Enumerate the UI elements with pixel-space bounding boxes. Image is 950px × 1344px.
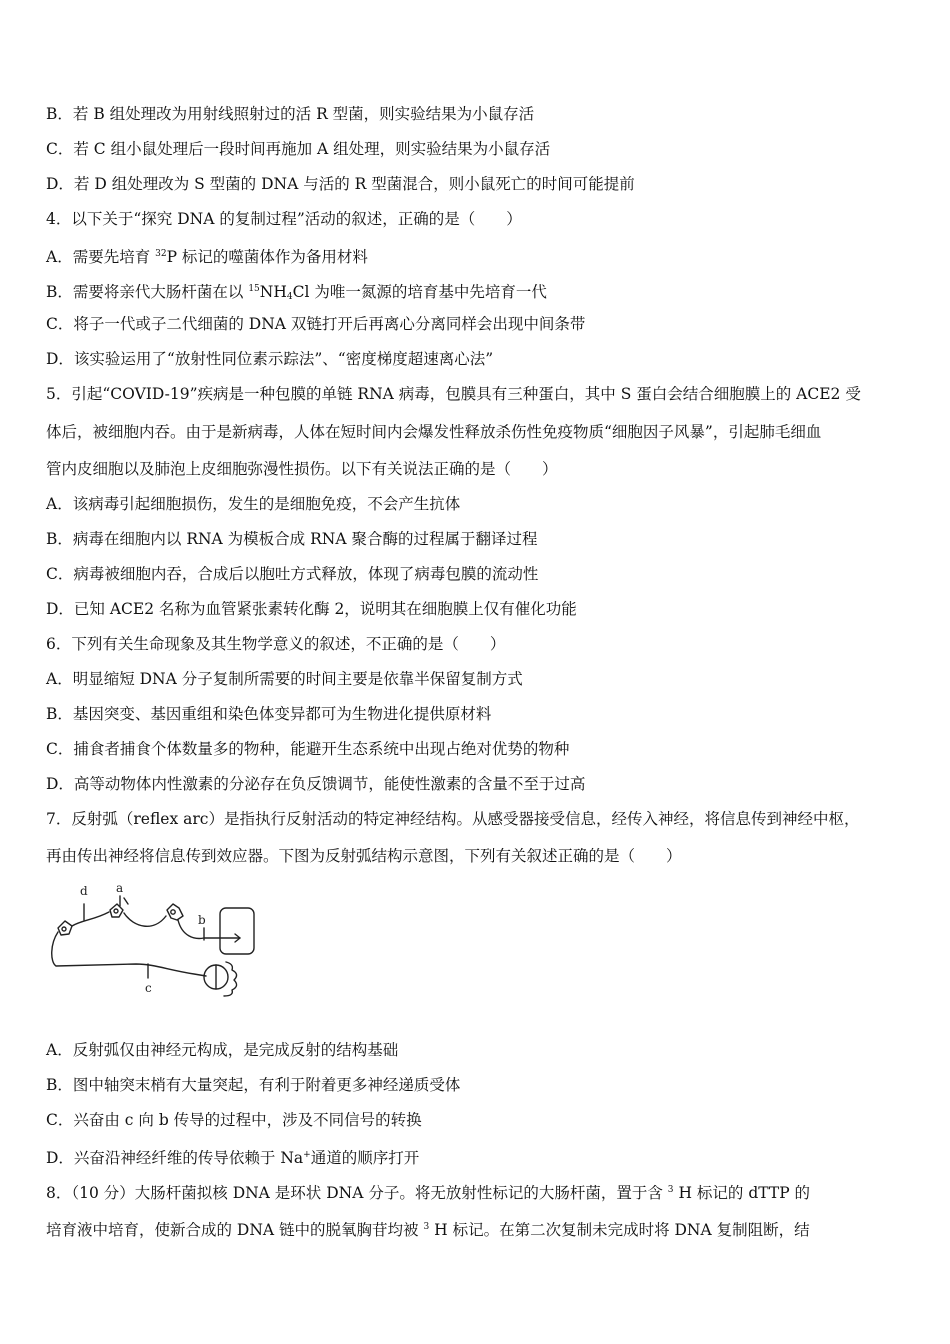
label-c: c <box>145 981 152 995</box>
q4-option-b: B．需要将亲代大肠杆菌在以 $^{15}NH_4Cl$ 为唯一氮源的培育基中先培育一代 <box>46 283 547 302</box>
q5-stem-line3: 管内皮细胞以及肺泡上皮细胞弥漫性损伤。以下有关说法正确的是（ ） <box>46 460 558 478</box>
q3-option-c: C．若 C 组小鼠处理后一段时间再施加 A 组处理，则实验结果为小鼠存活 <box>46 140 551 158</box>
q4-stem: 4．以下关于“探究 DNA 的复制过程”活动的叙述，正确的是（ ） <box>46 210 522 228</box>
q7-option-c: C．兴奋由 c 向 b 传导的过程中，涉及不同信号的转换 <box>46 1111 422 1129</box>
q5-stem-line2: 体后，被细胞内吞。由于是新病毒，人体在短时间内会爆发性释放杀伤性免疫物质“细胞因子风暴”，引起肺毛细血 <box>46 423 822 441</box>
q4-option-d: D．该实验运用了“放射性同位素示踪法”、“密度梯度超速离心法” <box>46 350 494 368</box>
q6-option-d: D．高等动物体内性激素的分泌存在负反馈调节，能使性激素的含量不至于过高 <box>46 775 586 793</box>
q6-option-c: C．捕食者捕食个体数量多的物种，能避开生态系统中出现占绝对优势的物种 <box>46 740 570 758</box>
label-a: a <box>116 881 124 895</box>
reflex-arc-diagram <box>44 880 264 1010</box>
q5-option-d: D．已知 ACE2 名称为血管紧张素转化酶 2，说明其在细胞膜上仅有催化功能 <box>46 600 577 618</box>
label-d: d <box>80 884 88 898</box>
q5-option-c: C．病毒被细胞内吞，合成后以胞吐方式释放，体现了病毒包膜的流动性 <box>46 565 539 583</box>
afferent-central-branch <box>72 912 109 926</box>
q8-stem-line1: 8．（10 分）大肠杆菌拟核 DNA 是环状 DNA 分子。将无放射性标记的大肠杆菌，置于含 $^3$ H 标记的 dTTP 的 <box>46 1184 811 1202</box>
q8-stem-line2: 培育液中培育，使新合成的 DNA 链中的脱氧胸苷均被 $^3$ H 标记。在第二次复制未完成时将 DNA 复制阻断，结 <box>46 1221 810 1239</box>
q7-stem-line2: 再由传出神经将信息传到效应器。下图为反射弧结构示意图，下列有关叙述正确的是（ ） <box>46 847 682 865</box>
effector-box <box>220 908 254 954</box>
q7-option-b: B．图中轴突末梢有大量突起，有利于附着更多神经递质受体 <box>46 1076 461 1094</box>
q4-option-c: C．将子一代或子二代细菌的 DNA 双链打开后再离心分离同样会出现中间条带 <box>46 315 586 333</box>
q7-stem-line1: 7．反射弧（reflex arc）是指执行反射活动的特定神经结构。从感受器接受信息，经传入神经，将信息传到神经中枢， <box>46 810 860 828</box>
interneuron-axon <box>124 913 166 926</box>
afferent-fiber <box>52 932 206 976</box>
q3-option-b: B．若 B 组处理改为用射线照射过的活 R 型菌，则实验结果为小鼠存活 <box>46 105 535 123</box>
q4-option-a: A．需要先培育 $^{32}$P 标记的噬菌体作为备用材料 <box>46 248 368 266</box>
skin-wavy-edge <box>224 962 237 996</box>
q3-option-d: D．若 D 组处理改为 S 型菌的 DNA 与活的 R 型菌混合，则小鼠死亡的时间可能提前 <box>46 175 635 193</box>
q7-option-d: D．兴奋沿神经纤维的传导依赖于 Na+通道的顺序打开 <box>46 1149 420 1167</box>
interneuron-soma <box>110 904 123 917</box>
q6-option-b: B．基因突变、基因重组和染色体变异都可为生物进化提供原材料 <box>46 705 492 723</box>
q5-option-a: A．该病毒引起细胞损伤，发生的是细胞免疫，不会产生抗体 <box>46 495 461 513</box>
q5-option-b: B．病毒在细胞内以 RNA 为模板合成 RNA 聚合酶的过程属于翻译过程 <box>46 530 538 548</box>
efferent-fiber <box>178 920 240 938</box>
q5-stem-line1: 5．引起“COVID-19”疾病是一种包膜的单链 RNA 病毒，包膜具有三种蛋白，其中 S 蛋白会结合细胞膜上的 ACE2 受 <box>46 385 861 403</box>
label-b: b <box>198 913 206 927</box>
q6-option-a: A．明显缩短 DNA 分子复制所需要的时间主要是依靠半保留复制方式 <box>46 670 523 688</box>
q7-option-a: A．反射弧仅由神经元构成，是完成反射的结构基础 <box>46 1041 399 1059</box>
q6-stem: 6．下列有关生命现象及其生物学意义的叙述，不正确的是（ ） <box>46 635 506 653</box>
